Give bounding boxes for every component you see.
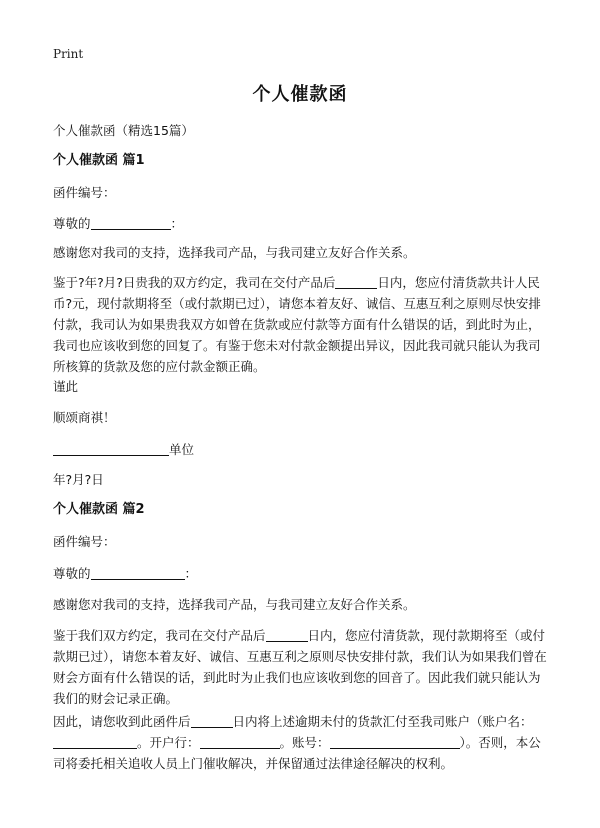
body-text-part2: 日内，您应付清货款共计人民币?元，现付款期将至（或付款期已过），请您本着友好、诚信、互惠互利之原则尽快安排付款，我司认为如果贵我双方如曾在货款或应付款等方面有什么错误的话，到此时为止，我司也应该收到您的回复了。有鉴于您未对付款金额提出异议，因此我司就只能认为我司所核算的货款及您的应付款金额正确。 xyxy=(53,275,541,374)
payment-text-part5: ）。否则，本公司将委托相关追收人员上门催收解决，并保留通过法律途径解决的权利。 xyxy=(53,735,541,771)
payment-text-part2: 日内将上述逾期未付的货款汇付至我司账户（账户名： xyxy=(232,714,533,729)
salutation-prefix: 尊敬的 xyxy=(53,216,91,231)
body-paragraph xyxy=(53,625,549,709)
bank-blank[interactable] xyxy=(200,734,280,749)
document-subtitle: 个人催款函（精选15篇） xyxy=(53,123,194,138)
days-blank[interactable] xyxy=(335,274,377,289)
salutation-line xyxy=(53,563,549,584)
recipient-blank[interactable] xyxy=(91,565,185,580)
payment-paragraph xyxy=(53,711,549,774)
salutation-prefix: 尊敬的 xyxy=(53,566,91,581)
account-number-blank[interactable] xyxy=(330,734,460,749)
closing-line-2: 顺颂商祺！ xyxy=(53,410,116,425)
document-title: 个人催款函 xyxy=(252,84,348,105)
closing-line-1: 谨此 xyxy=(53,379,79,394)
date-line: 年?月?日 xyxy=(53,472,104,487)
thanks-paragraph: 感谢您对我司的支持，选择我司产品，与我司建立友好合作关系。 xyxy=(53,597,416,612)
days-blank[interactable] xyxy=(266,627,308,642)
body-paragraph xyxy=(53,272,549,377)
section-heading-1: 个人催款函 篇1 xyxy=(53,153,145,168)
file-number-label: 函件编号： xyxy=(53,534,116,549)
salutation-line xyxy=(53,213,549,234)
file-number-label: 函件编号： xyxy=(53,185,116,200)
payment-days-blank[interactable] xyxy=(191,713,233,728)
signature-blank[interactable] xyxy=(53,441,169,456)
account-name-blank[interactable] xyxy=(53,734,137,749)
body-text-part2: 日内，您应付清货款，现付款期将至（或付款期已过），请您本着友好、诚信、互惠互利之原则尽快安排付款，我们认为如果我们曾在财会方面有什么错误的话，到此时为止我们也应该收到您的回音了。因此我们就只能认为我们的财会记录正确。 xyxy=(53,628,547,706)
signature-unit: 单位 xyxy=(169,442,195,457)
salutation-suffix: ： xyxy=(170,216,184,231)
recipient-blank[interactable] xyxy=(91,215,171,230)
section-heading-2: 个人催款函 篇2 xyxy=(53,502,145,517)
payment-text-part1: 因此，请您收到此函件后 xyxy=(53,714,191,729)
print-link[interactable]: Print xyxy=(53,47,84,61)
signature-line xyxy=(53,439,549,460)
payment-text-part4: 。账号： xyxy=(279,735,330,750)
body-text-part1: 鉴于我们双方约定，我司在交付产品后 xyxy=(53,628,266,643)
salutation-suffix: ： xyxy=(184,566,198,581)
body-text-part1: 鉴于?年?月?日贵我的双方约定，我司在交付产品后 xyxy=(53,275,336,290)
payment-text-part3: 。开户行： xyxy=(137,735,200,750)
thanks-paragraph: 感谢您对我司的支持，选择我司产品，与我司建立友好合作关系。 xyxy=(53,245,416,260)
